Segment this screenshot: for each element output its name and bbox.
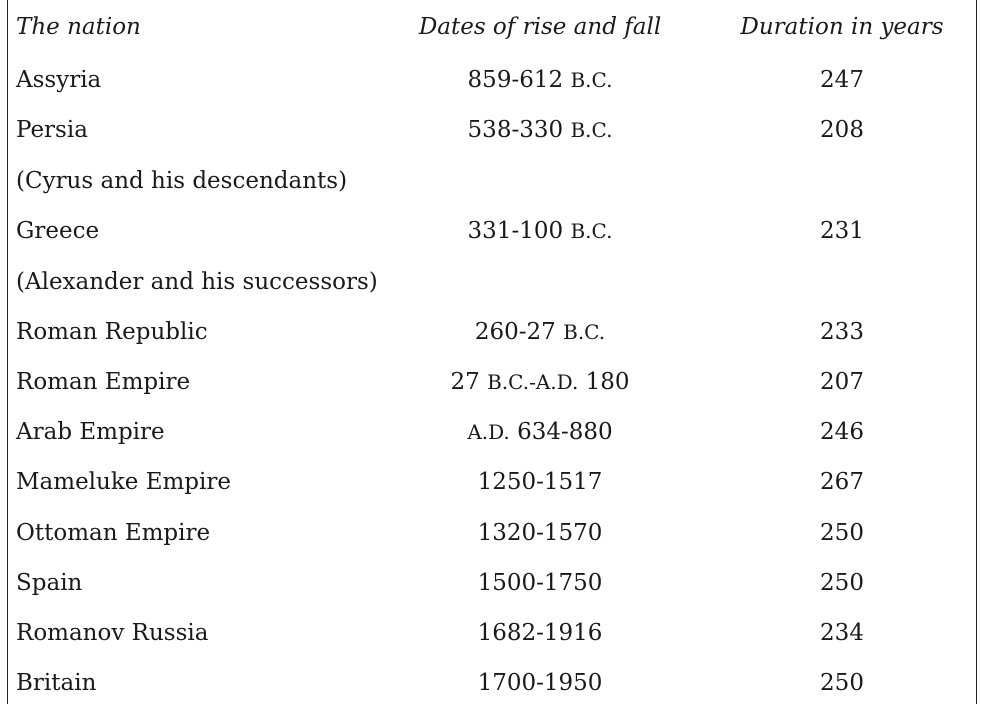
dates-cell [467, 412, 612, 452]
dates-era: B.C.-A.D. [487, 370, 579, 394]
nation-cell: Roman Republic [16, 319, 208, 345]
table-row [0, 110, 981, 150]
duration-cell: 250 [820, 670, 864, 696]
nation-note-cell: (Cyrus and his descendants) [16, 168, 348, 194]
dates-era: B.C. [563, 320, 606, 344]
dates-era: B.C. [570, 68, 613, 92]
dates-years: 634-880 [517, 419, 613, 445]
header-dates: Dates of rise and fall [418, 14, 662, 40]
nation-cell: Roman Empire [16, 369, 191, 395]
header-nation: The nation [16, 14, 141, 40]
table-row [0, 60, 981, 100]
table-row [0, 161, 981, 201]
duration-cell: 250 [820, 520, 864, 546]
nation-cell: Assyria [16, 67, 102, 93]
table-row [0, 412, 981, 452]
dates-cell: 1500-1750 [477, 570, 603, 596]
table-row [0, 362, 981, 402]
dates-cell [468, 110, 613, 150]
duration-cell: 231 [820, 218, 864, 244]
dates-years: 331-100 [467, 218, 564, 244]
dates-years: 260-27 [474, 319, 556, 345]
dates-cell [468, 60, 613, 100]
dates-cell [450, 362, 629, 402]
nation-cell: Arab Empire [16, 419, 165, 445]
nation-cell: Spain [16, 570, 83, 596]
nation-note-cell: (Alexander and his successors) [16, 269, 378, 295]
dates-cell [475, 312, 605, 352]
duration-cell: 208 [820, 117, 864, 143]
table-row [0, 513, 981, 553]
duration-cell: 247 [820, 67, 864, 93]
duration-cell: 246 [820, 419, 864, 445]
table-header-row [0, 7, 981, 47]
dates-era: B.C. [570, 219, 613, 243]
nation-cell: Persia [16, 117, 88, 143]
dates-cell [468, 211, 613, 251]
duration-cell: 234 [820, 620, 864, 646]
dates-start: 27 [450, 369, 480, 395]
nation-cell: Britain [16, 670, 97, 696]
duration-cell: 250 [820, 570, 864, 596]
nation-cell: Mameluke Empire [16, 469, 231, 495]
dates-years: 859-612 [467, 67, 564, 93]
duration-cell: 267 [820, 469, 864, 495]
nation-cell: Greece [16, 218, 100, 244]
dates-cell: 1700-1950 [477, 670, 603, 696]
table-row [0, 563, 981, 603]
table-row [0, 462, 981, 502]
dates-cell: 1682-1916 [477, 620, 603, 646]
dates-end: 180 [585, 369, 630, 395]
nation-cell: Ottoman Empire [16, 520, 211, 546]
duration-cell: 207 [820, 369, 864, 395]
table-row [0, 211, 981, 251]
dates-cell: 1320-1570 [477, 520, 603, 546]
table-row [0, 262, 981, 302]
dates-cell: 1250-1517 [477, 469, 603, 495]
dates-years: 538-330 [467, 117, 564, 143]
nation-cell: Romanov Russia [16, 620, 209, 646]
table-row [0, 312, 981, 352]
table-row [0, 663, 981, 703]
dates-era: A.D. [467, 420, 510, 444]
duration-cell: 233 [820, 319, 864, 345]
dates-era: B.C. [570, 118, 613, 142]
header-duration: Duration in years [740, 14, 944, 40]
table-row [0, 613, 981, 653]
